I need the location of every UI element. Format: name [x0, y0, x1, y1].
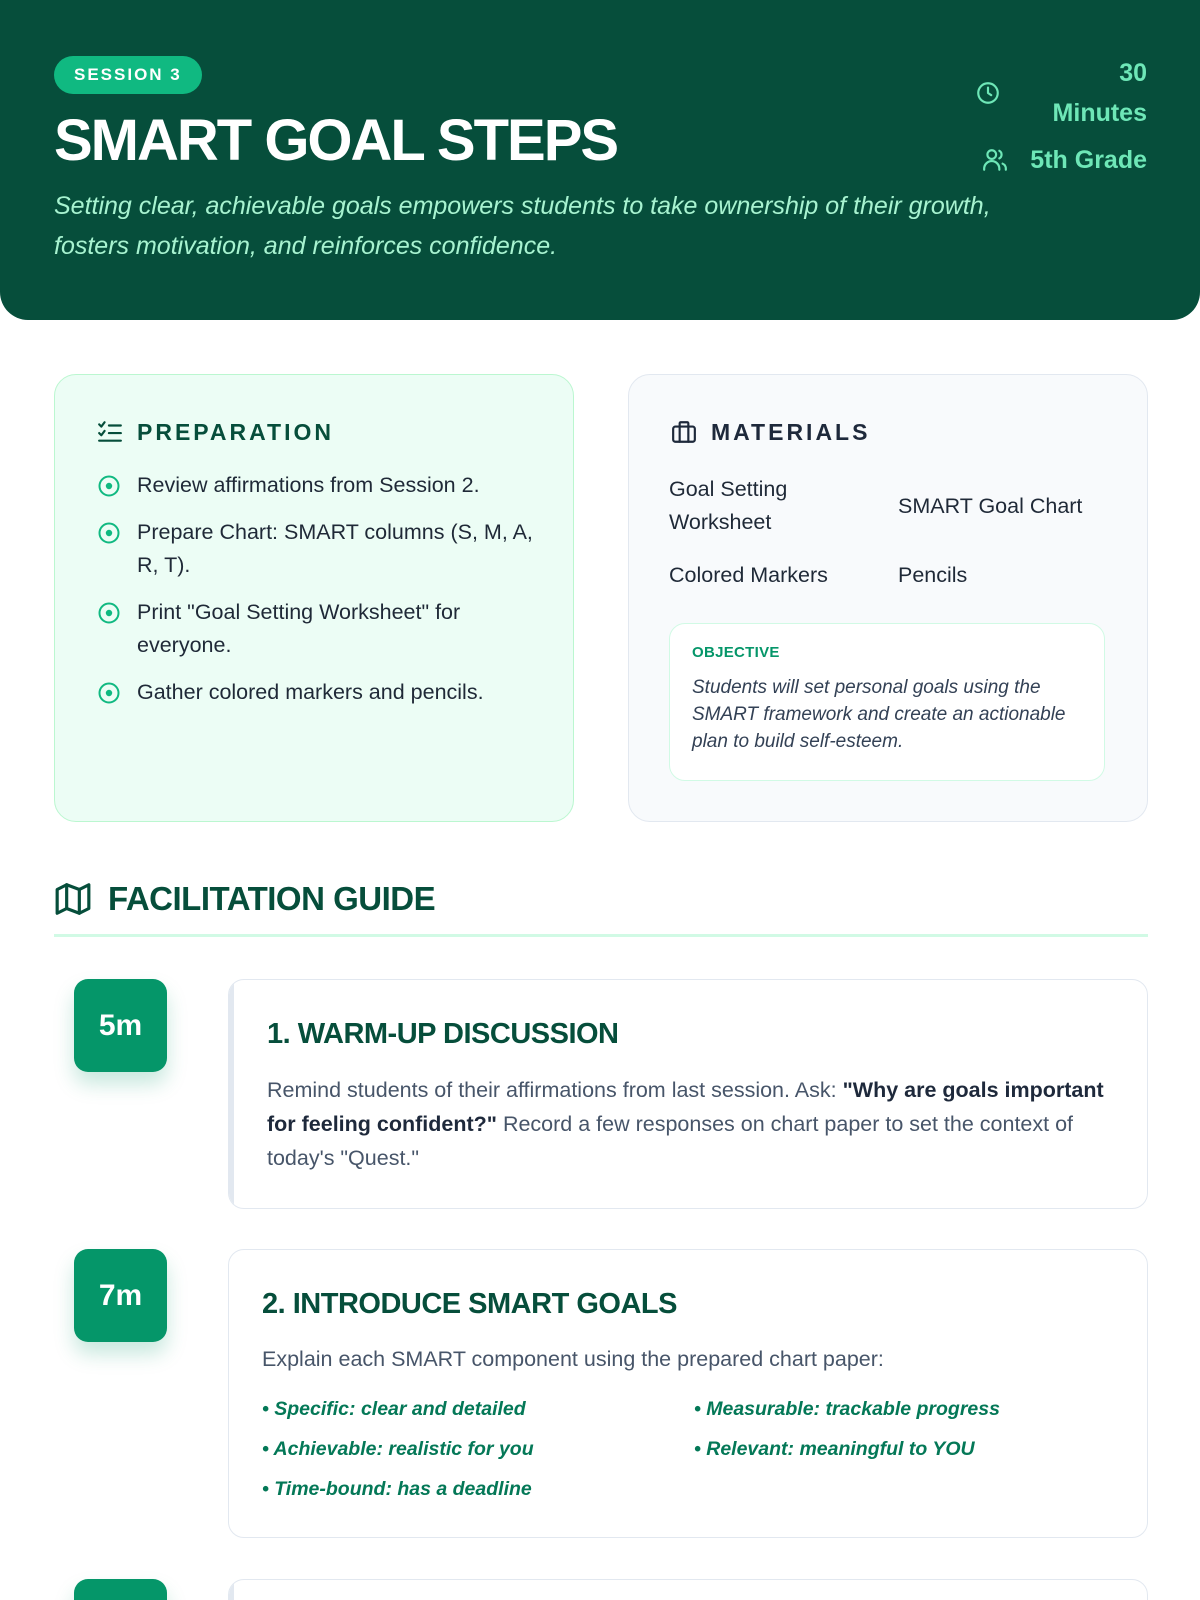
duration-meta — [1010, 53, 1147, 133]
facilitation-heading — [54, 876, 435, 922]
page-title: SMART GOAL STEPS — [54, 108, 618, 173]
target-bullet-icon — [97, 521, 121, 545]
step-time-badge: 5m — [74, 979, 167, 1072]
step-card — [228, 979, 1148, 1209]
materials-heading — [671, 415, 870, 449]
duration-value: 30 — [1119, 59, 1147, 87]
step-time-badge: 7m — [74, 1249, 167, 1342]
material-item: Colored Markers — [669, 563, 828, 587]
users-icon — [982, 147, 1008, 173]
step-time-badge — [74, 1579, 167, 1600]
step-text: Explain each SMART component using the prepared chart paper: — [262, 1347, 884, 1371]
materials-grid — [669, 473, 1109, 601]
list-item: Review affirmations from Session 2. — [97, 469, 547, 502]
smart-bullet: • Specific: clear and detailed — [262, 1398, 526, 1420]
step-text: Remind students of their affirmations from last session. Ask: "Why are goals important for feeling confident?" Record a few responses on chart paper to set the context of today's "Quest." — [267, 1078, 1104, 1170]
session-badge: SESSION 3 — [54, 56, 202, 94]
materials-card — [628, 374, 1148, 822]
grade-meta: 5th Grade — [1030, 146, 1147, 174]
clock-icon — [975, 80, 1001, 106]
smart-bullet: • Relevant: meaningful to YOU — [694, 1438, 975, 1460]
step-title: 2. INTRODUCE SMART GOALS — [262, 1288, 677, 1320]
smart-bullet: • Achievable: realistic for you — [262, 1438, 534, 1460]
step-card — [228, 1249, 1148, 1538]
preparation-heading — [97, 415, 334, 449]
material-item: Goal Setting Worksheet — [669, 477, 788, 534]
target-bullet-icon — [97, 681, 121, 705]
section-divider — [54, 934, 1148, 937]
duration-unit: Minutes — [1052, 99, 1147, 127]
step-card — [228, 1579, 1148, 1600]
smart-bullet: • Time-bound: has a deadline — [262, 1478, 532, 1500]
session-header — [0, 0, 1200, 320]
materials-title: MATERIALS — [711, 418, 871, 445]
objective-box — [669, 623, 1105, 781]
map-icon — [54, 880, 92, 918]
step-title: 1. WARM-UP DISCUSSION — [267, 1018, 619, 1050]
preparation-list — [97, 469, 547, 723]
target-bullet-icon — [97, 474, 121, 498]
checklist-icon — [97, 419, 123, 445]
facilitation-title: FACILITATION GUIDE — [108, 880, 436, 917]
list-item: Print "Goal Setting Worksheet" for everyone. — [97, 596, 547, 662]
material-item: SMART Goal Chart — [898, 494, 1083, 518]
objective-text: Students will set personal goals using the SMART framework and create an actionable plan to build self-esteem. — [692, 677, 1066, 752]
briefcase-icon — [671, 419, 697, 445]
material-item: Pencils — [898, 563, 968, 587]
smart-bullet: • Measurable: trackable progress — [694, 1398, 1000, 1420]
list-item: Prepare Chart: SMART columns (S, M, A, R, T). — [97, 516, 547, 582]
list-item: Gather colored markers and pencils. — [97, 676, 547, 709]
page-subtitle: Setting clear, achievable goals empowers students to take ownership of their growth, fosters motivation, and reinforces confidence. — [54, 192, 991, 260]
preparation-title: PREPARATION — [137, 418, 334, 445]
target-bullet-icon — [97, 601, 121, 625]
objective-label: OBJECTIVE — [692, 644, 780, 661]
preparation-card — [54, 374, 574, 822]
